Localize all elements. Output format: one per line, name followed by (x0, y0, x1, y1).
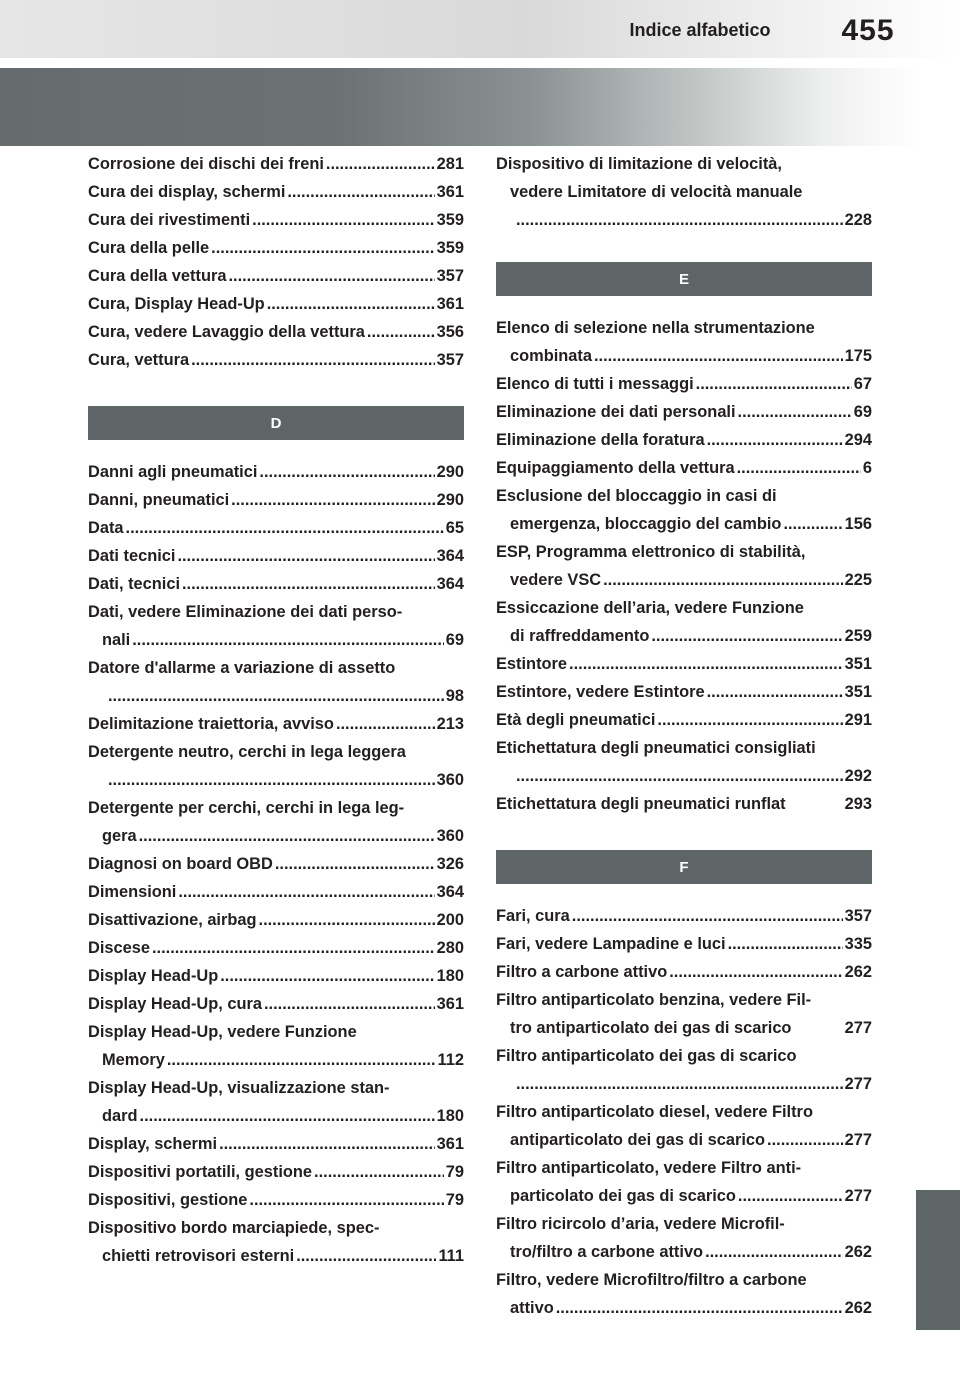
entry-term: ESP, Programma elettronico di stabilità, (496, 543, 806, 561)
leader-dots (516, 206, 843, 234)
leader-dots (705, 1238, 843, 1266)
section-header-d: D (88, 406, 464, 440)
leader-dots (314, 1158, 444, 1186)
index-entry (496, 706, 872, 734)
leader-dots (737, 454, 861, 482)
leader-dots (228, 262, 434, 290)
leader-dots (219, 1130, 435, 1158)
entry-page-number: 277 (844, 1075, 872, 1093)
entry-page-number: 364 (436, 883, 464, 901)
entry-page-number: 359 (436, 211, 464, 229)
entry-page-number: 79 (445, 1191, 464, 1209)
entry-page-number: 262 (844, 963, 872, 981)
leader-dots (516, 1070, 843, 1098)
index-entry (88, 458, 464, 486)
entry-term: Filtro antiparticolato dei gas di scarico (496, 1047, 797, 1065)
entry-group-e (496, 314, 872, 818)
entry-term-continuation (88, 682, 464, 710)
entry-term-continuation: tro/filtro a carbone attivo ..... 262 (496, 1238, 872, 1266)
leader-dots (572, 902, 843, 930)
entry-term: Filtro antiparticolato diesel, vedere Filtro (496, 1103, 813, 1121)
entry-term-continuation (496, 1070, 872, 1098)
entry-page-number: 293 (844, 795, 872, 813)
entry-page-number: 277 (844, 1131, 872, 1149)
index-entry (88, 794, 464, 850)
entry-term: Fari, vedere Lampadine e luci ..... 335 (496, 930, 872, 958)
index-entry (88, 1158, 464, 1186)
entry-page-number: 6 (862, 459, 872, 477)
leader-dots (267, 290, 435, 318)
entry-page-number: 280 (436, 939, 464, 957)
entry-term: Cura dei display, schermi ..... 361 (88, 178, 464, 206)
entry-term-continuation: tro antiparticolato dei gas di scarico 277 (496, 1014, 872, 1042)
entry-group-d-continued (496, 150, 872, 234)
entry-term: Estintore, vedere Estintore ..... 351 (496, 678, 872, 706)
leader-dots (669, 958, 842, 986)
leader-dots (275, 850, 435, 878)
entry-term: Display Head-Up, cura ..... 361 (88, 990, 464, 1018)
index-entry (88, 934, 464, 962)
entry-term: Discese ..... 280 (88, 934, 464, 962)
index-entry (88, 570, 464, 598)
leader-dots (139, 822, 435, 850)
entry-page-number: 364 (436, 547, 464, 565)
entry-term-continuation: Memory ..... 112 (88, 1046, 464, 1074)
leader-dots (296, 1242, 436, 1270)
index-entry (88, 234, 464, 262)
entry-term: Dispositivi portatili, gestione ..... 79 (88, 1158, 464, 1186)
index-entry (88, 290, 464, 318)
leader-dots (152, 934, 435, 962)
leader-dots (249, 1186, 443, 1214)
entry-term-continuation: chietti retrovisori esterni ..... 111 (88, 1242, 464, 1270)
index-entry (88, 262, 464, 290)
entry-term: Danni, pneumatici ..... 290 (88, 486, 464, 514)
entry-page-number: 69 (445, 631, 464, 649)
entry-term-continuation: nali ..... 69 (88, 626, 464, 654)
entry-term: Detergente neutro, cerchi in lega leggera (88, 743, 406, 761)
entry-page-number: 351 (844, 655, 872, 673)
entry-term: Dimensioni ..... 364 (88, 878, 464, 906)
entry-group-d (88, 458, 464, 1270)
left-column (88, 150, 464, 1270)
leader-dots (108, 682, 444, 710)
entry-page-number: 69 (853, 403, 872, 421)
entry-term: Eliminazione della foratura ..... 294 (496, 426, 872, 454)
page-number: 455 (841, 14, 895, 47)
leader-dots (707, 426, 843, 454)
entry-page-number: 180 (436, 967, 464, 985)
entry-page-number: 357 (844, 907, 872, 925)
leader-dots (252, 206, 435, 234)
index-entry (496, 150, 872, 234)
index-entry (496, 398, 872, 426)
entry-page-number: 290 (436, 491, 464, 509)
entry-page-number: 262 (844, 1299, 872, 1317)
leader-dots (696, 370, 852, 398)
index-entry (88, 346, 464, 374)
leader-dots (178, 878, 434, 906)
entry-term-continuation: di raffreddamento ..... 259 (496, 622, 872, 650)
entry-term: Danni agli pneumatici ..... 290 (88, 458, 464, 486)
entry-term: Elenco di tutti i messaggi ..... 67 (496, 370, 872, 398)
entry-term: Corrosione dei dischi dei freni ..... 281 (88, 150, 464, 178)
entry-term: Filtro antiparticolato benzina, vedere Fil- (496, 991, 812, 1009)
entry-page-number: 292 (844, 767, 872, 785)
side-thumb-tab (916, 1190, 960, 1330)
index-entry (496, 538, 872, 594)
entry-term: Età degli pneumatici ..... 291 (496, 706, 872, 734)
entry-page-number: 361 (436, 295, 464, 313)
entry-term: Cura della vettura ..... 357 (88, 262, 464, 290)
entry-term-continuation: combinata ..... 175 (496, 342, 872, 370)
entry-page-number: 326 (436, 855, 464, 873)
index-entry (88, 150, 464, 178)
entry-page-number: 213 (436, 715, 464, 733)
entry-term-continuation (496, 762, 872, 790)
entry-page-number: 79 (445, 1163, 464, 1181)
entry-term: Display Head-Up, visualizzazione stan- (88, 1079, 390, 1097)
section-header-e: E (496, 262, 872, 296)
entry-term: Disattivazione, airbag ..... 200 (88, 906, 464, 934)
entry-page-number: 277 (844, 1019, 872, 1037)
entry-term: Cura dei rivestimenti ..... 359 (88, 206, 464, 234)
leader-dots (556, 1294, 843, 1322)
entry-page-number: 262 (844, 1243, 872, 1261)
entry-page-number: 180 (436, 1107, 464, 1125)
entry-term: Cura, vedere Lavaggio della vettura ..... 356 (88, 318, 464, 346)
index-entry (88, 654, 464, 710)
entry-term: Eliminazione dei dati personali ..... 69 (496, 398, 872, 426)
entry-page-number: 65 (445, 519, 464, 537)
entry-term-continuation: attivo ..... 262 (496, 1294, 872, 1322)
right-column (496, 150, 872, 1322)
leader-dots (259, 906, 435, 934)
index-entry (496, 734, 872, 790)
entry-term: Dispositivo di limitazione di velocità, (496, 155, 782, 173)
index-entry (88, 486, 464, 514)
entry-page-number: 281 (436, 155, 464, 173)
entry-page-number: 67 (853, 375, 872, 393)
index-entry (88, 598, 464, 654)
index-entry (496, 1266, 872, 1322)
leader-dots (738, 398, 852, 426)
leader-dots (191, 346, 435, 374)
entry-term-continuation: particolato dei gas di scarico ..... 277 (496, 1182, 872, 1210)
index-entry (88, 514, 464, 542)
entry-page-number: 200 (436, 911, 464, 929)
entry-page-number: 112 (437, 1051, 464, 1069)
index-entry (496, 1210, 872, 1266)
entry-page-number: 156 (844, 515, 872, 533)
index-entry (88, 906, 464, 934)
entry-page-number: 335 (844, 935, 872, 953)
entry-term: Cura della pelle ..... 359 (88, 234, 464, 262)
leader-dots (231, 486, 434, 514)
entry-page-number: 364 (436, 575, 464, 593)
entry-term: Equipaggiamento della vettura ..... 6 (496, 454, 872, 482)
index-entry (496, 1098, 872, 1154)
leader-dots (594, 342, 843, 370)
entry-term: Data ..... 65 (88, 514, 464, 542)
entry-page-number: 361 (436, 1135, 464, 1153)
index-entry (496, 986, 872, 1042)
index-entry (88, 206, 464, 234)
entry-term: Diagnosi on board OBD ..... 326 (88, 850, 464, 878)
entry-page-number: 225 (844, 571, 872, 589)
entry-term: Display, schermi ..... 361 (88, 1130, 464, 1158)
leader-dots (177, 542, 434, 570)
index-entry (496, 454, 872, 482)
index-entry (496, 930, 872, 958)
index-entry (88, 710, 464, 738)
leader-dots (182, 570, 435, 598)
index-entry (496, 902, 872, 930)
entry-term: Fari, cura ..... 357 (496, 902, 872, 930)
entry-group-f (496, 902, 872, 1322)
entry-term: Elenco di selezione nella strumentazione (496, 319, 815, 337)
entry-term: Display Head-Up ..... 180 (88, 962, 464, 990)
entry-term-continuation: vedere Limitatore di velocità manuale (510, 183, 803, 201)
index-entry (496, 1042, 872, 1098)
index-entry (88, 1214, 464, 1270)
entry-page-number: 359 (436, 239, 464, 257)
gradient-banner (0, 68, 960, 146)
index-entry (88, 178, 464, 206)
entry-term: Dati tecnici ..... 364 (88, 542, 464, 570)
leader-dots (259, 458, 434, 486)
entry-term: Essiccazione dell’aria, vedere Funzione (496, 599, 804, 617)
index-entry (88, 1074, 464, 1130)
index-entry (88, 878, 464, 906)
entry-term: Etichettatura degli pneumatici consigliati (496, 739, 816, 757)
index-entry (496, 650, 872, 678)
entry-term: Filtro antiparticolato, vedere Filtro anti- (496, 1159, 802, 1177)
entry-page-number: 356 (436, 323, 464, 341)
leader-dots (326, 150, 435, 178)
entry-term-continuation (496, 206, 872, 234)
index-entry (496, 314, 872, 370)
leader-dots (287, 178, 434, 206)
entry-term-continuation: emergenza, bloccaggio del cambio ..... 156 (496, 510, 872, 538)
leader-dots (651, 622, 842, 650)
entry-term: Dati, tecnici ..... 364 (88, 570, 464, 598)
entry-term-continuation: antiparticolato dei gas di scarico ..... 277 (496, 1126, 872, 1154)
leader-dots (516, 762, 843, 790)
entry-term-continuation: vedere VSC ..... 225 (496, 566, 872, 594)
index-entry (496, 1154, 872, 1210)
index-entry (496, 482, 872, 538)
leader-dots (108, 766, 435, 794)
index-entry (88, 990, 464, 1018)
index-entry (496, 678, 872, 706)
leader-dots (220, 962, 434, 990)
entry-page-number: 291 (844, 711, 872, 729)
leader-dots (336, 710, 435, 738)
entry-page-number: 360 (436, 771, 464, 789)
entry-term-continuation: gera ..... 360 (88, 822, 464, 850)
entry-term-continuation: dard ..... 180 (88, 1102, 464, 1130)
entry-term: Delimitazione traiettoria, avviso ..... 213 (88, 710, 464, 738)
entry-page-number: 259 (844, 627, 872, 645)
index-entry (88, 850, 464, 878)
leader-dots (767, 1126, 843, 1154)
entry-term: Dispositivi, gestione ..... 79 (88, 1186, 464, 1214)
entry-page-number: 361 (436, 995, 464, 1013)
entry-page-number: 357 (436, 267, 464, 285)
leader-dots (657, 706, 842, 734)
index-entry (496, 958, 872, 986)
index-entry (88, 1130, 464, 1158)
entry-page-number: 98 (445, 687, 464, 705)
entry-term: Display Head-Up, vedere Funzione (88, 1023, 357, 1041)
leader-dots (167, 1046, 436, 1074)
index-entry (88, 1018, 464, 1074)
entry-term: Filtro ricircolo d’aria, vedere Microfil- (496, 1215, 785, 1233)
entry-page-number: 361 (436, 183, 464, 201)
entry-page-number: 111 (438, 1247, 464, 1265)
leader-dots (140, 1102, 435, 1130)
entry-term: Filtro a carbone attivo ..... 262 (496, 958, 872, 986)
index-entry (496, 426, 872, 454)
leader-dots (132, 626, 444, 654)
index-entry (496, 790, 872, 818)
leader-dots (211, 234, 434, 262)
entry-term: Filtro, vedere Microfiltro/filtro a carbone (496, 1271, 807, 1289)
leader-dots (569, 650, 843, 678)
entry-term: Esclusione del bloccaggio in casi di (496, 487, 777, 505)
index-entry (496, 370, 872, 398)
entry-page-number: 360 (436, 827, 464, 845)
index-entry (88, 318, 464, 346)
leader-dots (264, 990, 435, 1018)
leader-dots (728, 930, 843, 958)
index-entry (88, 962, 464, 990)
entry-term: Cura, Display Head-Up ..... 361 (88, 290, 464, 318)
leader-dots (367, 318, 435, 346)
entry-term: Estintore ..... 351 (496, 650, 872, 678)
entry-term: Etichettatura degli pneumatici runflat 293 (496, 790, 872, 818)
entry-term: Datore d'allarme a variazione di assetto (88, 659, 396, 677)
index-entry (88, 738, 464, 794)
section-header-f: F (496, 850, 872, 884)
leader-dots (738, 1182, 843, 1210)
entry-page-number: 277 (844, 1187, 872, 1205)
entry-term-continuation (88, 766, 464, 794)
entry-term: Cura, vettura ..... 357 (88, 346, 464, 374)
index-entry (88, 1186, 464, 1214)
entry-page-number: 290 (436, 463, 464, 481)
entry-term: Dispositivo bordo marciapiede, spec- (88, 1219, 380, 1237)
leader-dots (603, 566, 843, 594)
entry-page-number: 175 (844, 347, 872, 365)
leader-dots (707, 678, 843, 706)
index-entry (88, 542, 464, 570)
leader-dots (126, 514, 444, 542)
entry-term: Detergente per cerchi, cerchi in lega leg- (88, 799, 405, 817)
leader-dots (783, 510, 842, 538)
entry-page-number: 228 (844, 211, 872, 229)
header-title: Indice alfabetico (629, 20, 771, 40)
entry-page-number: 294 (844, 431, 872, 449)
index-entry (496, 594, 872, 650)
entry-page-number: 351 (844, 683, 872, 701)
entry-term: Dati, vedere Eliminazione dei dati perso- (88, 603, 403, 621)
entry-group-c (88, 150, 464, 374)
entry-page-number: 357 (436, 351, 464, 369)
